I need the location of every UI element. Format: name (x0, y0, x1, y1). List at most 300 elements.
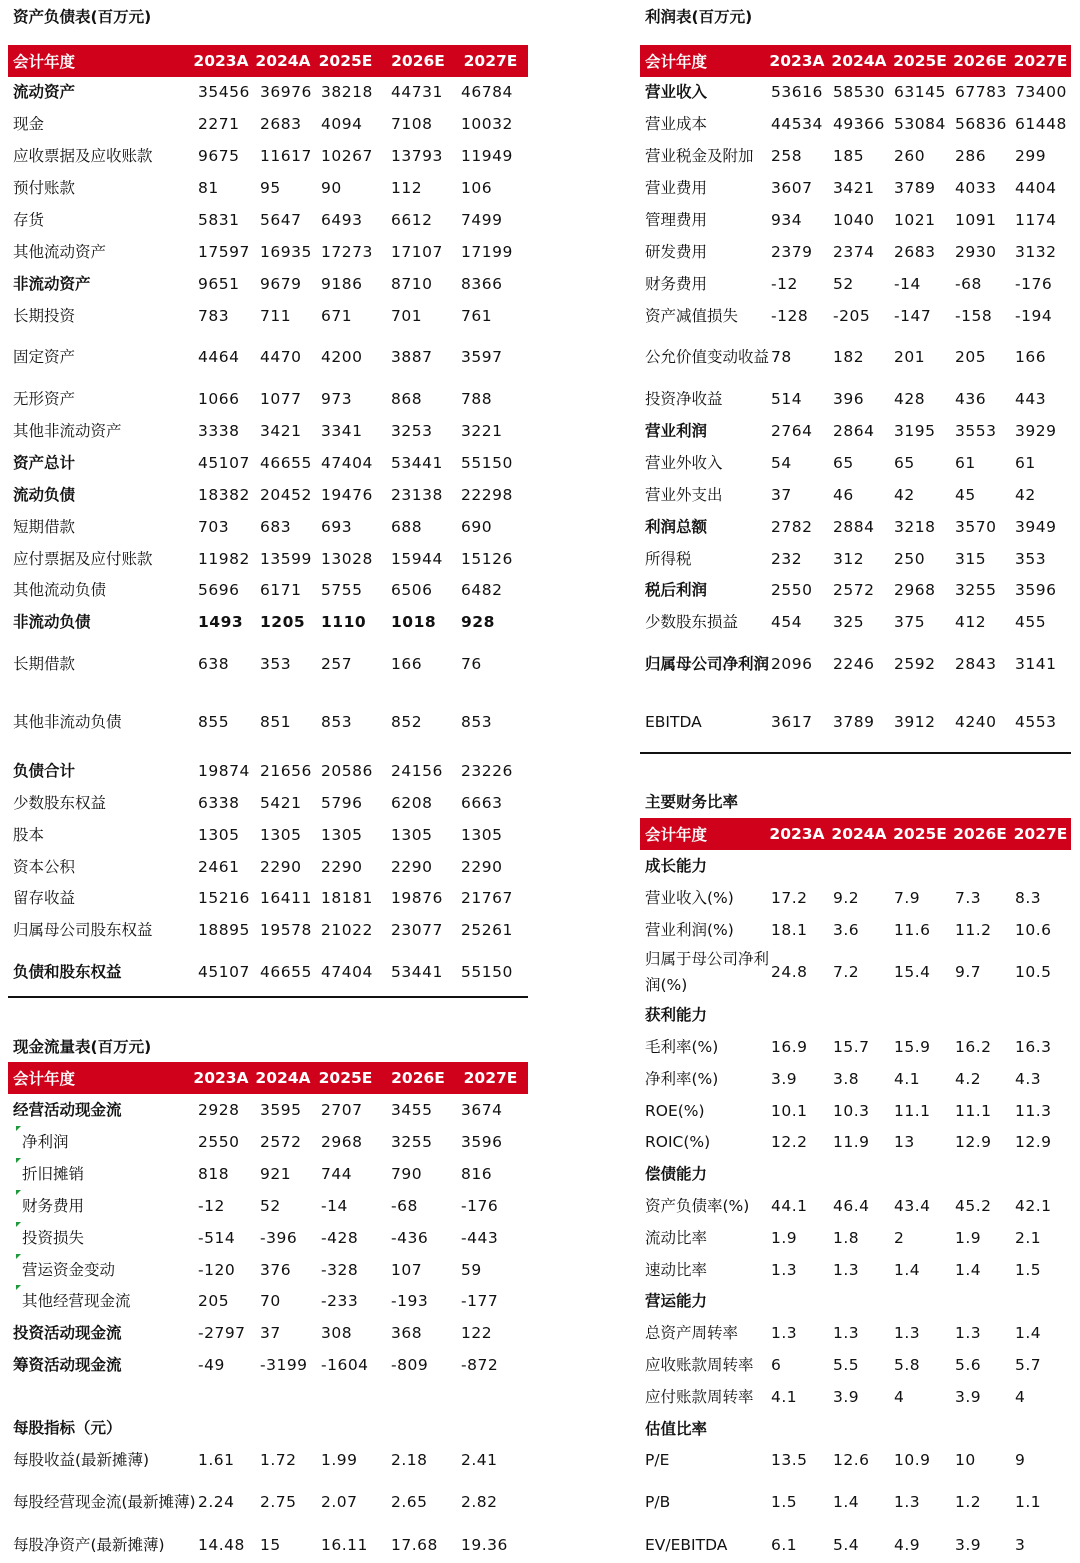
row-value: 63145 (894, 83, 946, 101)
row-value: 42 (1015, 486, 1036, 504)
row-value: 3912 (894, 713, 936, 731)
cash_flow-row (8, 1222, 528, 1254)
balance_sheet-row (8, 447, 528, 479)
row-value: 4200 (321, 348, 363, 366)
row-label: 偿债能力 (645, 1165, 708, 1183)
row-value: -193 (391, 1292, 429, 1310)
row-value: 1305 (260, 826, 302, 844)
income_statement-row (640, 447, 1071, 479)
row-value: 35456 (198, 83, 250, 101)
row-value: 6612 (391, 211, 433, 229)
income_statement-row (640, 479, 1071, 511)
row-value: 3141 (1015, 655, 1057, 673)
row-value: 11.1 (955, 1102, 992, 1120)
header-year: 2027E (463, 52, 518, 70)
row-value: 46655 (260, 454, 312, 472)
row-value: 2290 (391, 858, 433, 876)
row-value: 3596 (461, 1133, 503, 1151)
row-value: 286 (955, 147, 987, 165)
row-label: 营业税金及附加 (645, 147, 754, 165)
row-value: 701 (391, 307, 423, 325)
row-value: 7.3 (955, 889, 982, 907)
balance_sheet-row (8, 952, 528, 992)
row-value: -49 (198, 1356, 225, 1374)
row-value: -14 (894, 275, 921, 293)
row-value: 4.1 (894, 1070, 921, 1088)
row-value: 1.5 (771, 1493, 798, 1511)
row-value: 47404 (321, 454, 373, 472)
row-label: 股本 (13, 826, 45, 844)
row-label: 营业成本 (645, 115, 708, 133)
section-divider (8, 996, 528, 998)
row-value: 3132 (1015, 243, 1057, 261)
row-value: 4033 (955, 179, 997, 197)
row-value: 9 (1015, 1451, 1026, 1469)
row-value: 412 (955, 613, 987, 631)
income_statement-row (640, 331, 1071, 383)
balance_sheet-header-row (8, 45, 528, 77)
row-label: 其他非流动资产 (13, 422, 122, 440)
row-value: 23138 (391, 486, 443, 504)
row-value: 5696 (198, 581, 240, 599)
row-value: 3221 (461, 422, 503, 440)
row-value: 15 (260, 1536, 281, 1554)
row-label: 公允价值变动收益 (645, 348, 770, 366)
balance_sheet-row (8, 914, 528, 946)
row-value: 1077 (260, 390, 302, 408)
row-value: 19476 (321, 486, 373, 504)
row-value: 934 (771, 211, 803, 229)
row-value: 1205 (260, 613, 306, 631)
row-value: 166 (1015, 348, 1047, 366)
row-value: 2 (894, 1229, 905, 1247)
row-value: 46 (833, 486, 854, 504)
row-value: 38218 (321, 83, 373, 101)
cash_flow-row (8, 1158, 528, 1190)
row-label: 归属母公司股东权益 (13, 921, 153, 939)
row-value: 2572 (833, 581, 875, 599)
ratios-row (640, 1444, 1071, 1476)
row-value: 5.4 (833, 1536, 860, 1554)
row-value: 703 (198, 518, 230, 536)
row-value: 61 (1015, 454, 1036, 472)
row-value: 852 (391, 713, 423, 731)
row-label: 成长能力 (645, 857, 708, 875)
header-year: 2025E (318, 52, 373, 70)
row-value: 23226 (461, 762, 513, 780)
row-value: 3.9 (955, 1536, 982, 1554)
row-label: 净利率(%) (645, 1070, 719, 1088)
row-value: 15.9 (894, 1038, 931, 1056)
row-value: 12.2 (771, 1133, 808, 1151)
ratios-row (640, 1381, 1071, 1413)
row-label: 其他流动负债 (13, 581, 107, 599)
row-value: 16411 (260, 889, 312, 907)
row-label: 非流动负债 (13, 613, 91, 631)
row-value: 7.2 (833, 963, 860, 981)
income_statement-row (640, 236, 1071, 268)
row-label: 应付票据及应付账款 (13, 550, 153, 568)
row-value: 853 (321, 713, 353, 731)
row-value: 54 (771, 454, 792, 472)
balance_sheet-row (8, 511, 528, 543)
row-label: 归属于母公司净利润(%) (645, 950, 770, 994)
cash_flow-row (8, 1190, 528, 1222)
income_statement-row (640, 606, 1071, 638)
cash_flow-title: 现金流量表(百万元) (13, 1038, 152, 1056)
balance_sheet-row (8, 415, 528, 447)
row-label: 负债和股东权益 (13, 963, 122, 981)
income_statement-row (640, 204, 1071, 236)
header-label: 会计年度 (645, 53, 708, 71)
ratios-row (640, 1190, 1071, 1222)
row-value: 5647 (260, 211, 302, 229)
row-value: -428 (321, 1229, 359, 1247)
row-label: 营运能力 (645, 1292, 708, 1310)
row-label: 折旧摊销 (22, 1165, 85, 1183)
row-value: 455 (1015, 613, 1047, 631)
row-value: 7.9 (894, 889, 921, 907)
row-value: 1.4 (955, 1261, 982, 1279)
row-value: 2683 (260, 115, 302, 133)
balance_sheet-row (8, 755, 528, 787)
row-value: 258 (771, 147, 803, 165)
balance_sheet-row (8, 300, 528, 332)
row-value: 2271 (198, 115, 240, 133)
row-value: 1066 (198, 390, 240, 408)
income_statement-row (640, 108, 1071, 140)
row-value: 17273 (321, 243, 373, 261)
row-value: 1.4 (894, 1261, 921, 1279)
row-label: 估值比率 (645, 1420, 708, 1438)
row-value: 436 (955, 390, 987, 408)
row-value: 13.5 (771, 1451, 808, 1469)
row-value: 257 (321, 655, 353, 673)
header-year: 2025E (318, 1069, 373, 1087)
row-value: 761 (461, 307, 493, 325)
row-value: 3929 (1015, 422, 1057, 440)
row-value: 6.1 (771, 1536, 798, 1554)
row-value: 683 (260, 518, 292, 536)
row-value: 376 (260, 1261, 292, 1279)
row-label: 经营活动现金流 (13, 1101, 122, 1119)
row-value: 816 (461, 1165, 493, 1183)
row-value: 2968 (894, 581, 936, 599)
header-label: 会计年度 (13, 53, 76, 71)
ratios-row (640, 1222, 1071, 1254)
row-value: 61 (955, 454, 976, 472)
row-value: 8366 (461, 275, 503, 293)
row-value: 17107 (391, 243, 443, 261)
row-value: 2374 (833, 243, 875, 261)
row-value: 2.65 (391, 1493, 428, 1511)
row-value: 2843 (955, 655, 997, 673)
row-value: 6493 (321, 211, 363, 229)
row-value: 2.18 (391, 1451, 428, 1469)
row-label: 归属母公司净利润 (645, 655, 770, 673)
row-label: 速动比率 (645, 1261, 708, 1279)
income_statement-row (640, 300, 1071, 332)
row-value: -205 (833, 307, 871, 325)
row-value: 16935 (260, 243, 312, 261)
row-value: 3.9 (955, 1388, 982, 1406)
row-value: 928 (461, 613, 495, 631)
row-label: 每股经营现金流(最新摊薄) (13, 1493, 196, 1511)
income_statement-row (640, 172, 1071, 204)
row-value: 14.48 (198, 1536, 245, 1554)
row-value: -14 (321, 1197, 348, 1215)
row-value: 1110 (321, 613, 367, 631)
row-value: 5421 (260, 794, 302, 812)
row-label: 营业收入 (645, 83, 708, 101)
row-value: 3338 (198, 422, 240, 440)
row-label: 毛利率(%) (645, 1038, 719, 1056)
row-value: 20586 (321, 762, 373, 780)
ratios-row (640, 1031, 1071, 1063)
row-value: 53084 (894, 115, 946, 133)
row-value: 1.3 (833, 1261, 860, 1279)
row-value: 112 (391, 179, 423, 197)
row-value: -128 (771, 307, 809, 325)
row-label: 税后利润 (645, 581, 708, 599)
row-value: 1.9 (955, 1229, 982, 1247)
header-year: 2027E (463, 1069, 518, 1087)
row-value: 55150 (461, 963, 513, 981)
row-value: 2.41 (461, 1451, 498, 1469)
row-value: 250 (894, 550, 926, 568)
row-value: 45.2 (955, 1197, 992, 1215)
row-value: -396 (260, 1229, 298, 1247)
row-value: 65 (894, 454, 915, 472)
row-value: 18181 (321, 889, 373, 907)
row-value: -872 (461, 1356, 499, 1374)
row-value: 205 (198, 1292, 230, 1310)
row-value: 12.6 (833, 1451, 870, 1469)
row-value: 2246 (833, 655, 875, 673)
row-value: 3.9 (833, 1388, 860, 1406)
row-value: 6663 (461, 794, 503, 812)
header-label: 会计年度 (13, 1070, 76, 1088)
row-value: 16.9 (771, 1038, 808, 1056)
row-value: 11.1 (894, 1102, 931, 1120)
row-value: 1305 (198, 826, 240, 844)
row-value: 9.2 (833, 889, 860, 907)
row-value: 15126 (461, 550, 513, 568)
row-value: 13599 (260, 550, 312, 568)
row-value: 1040 (833, 211, 875, 229)
row-value: 2683 (894, 243, 936, 261)
header-year: 2024A (831, 825, 887, 843)
row-value: 1.3 (771, 1324, 798, 1342)
row-value: 3.9 (771, 1070, 798, 1088)
cash_flow-row (8, 1254, 528, 1286)
row-value: 1174 (1015, 211, 1057, 229)
income_statement-row (640, 511, 1071, 543)
row-value: 3195 (894, 422, 936, 440)
row-value: 1.3 (771, 1261, 798, 1279)
row-value: 55150 (461, 454, 513, 472)
balance_sheet-row (8, 574, 528, 606)
row-value: 818 (198, 1165, 230, 1183)
row-value: 11982 (198, 550, 250, 568)
row-value: 638 (198, 655, 230, 673)
row-value: 1.4 (1015, 1324, 1042, 1342)
row-value: 24.8 (771, 963, 808, 981)
row-value: 24156 (391, 762, 443, 780)
row-value: 53616 (771, 83, 823, 101)
row-value: 1.2 (955, 1493, 982, 1511)
row-value: 5796 (321, 794, 363, 812)
row-label: 获利能力 (645, 1006, 708, 1024)
row-value: 1305 (391, 826, 433, 844)
row-value: -176 (461, 1197, 499, 1215)
row-value: 2764 (771, 422, 813, 440)
row-label: 财务费用 (22, 1197, 85, 1215)
row-label: 其他经营现金流 (22, 1292, 131, 1310)
row-value: 15.4 (894, 963, 931, 981)
cash_flow-row (8, 1349, 528, 1381)
row-value: 1.1 (1015, 1493, 1042, 1511)
balance_sheet-row (8, 882, 528, 914)
row-label: 其他流动资产 (13, 243, 107, 261)
row-label: 应收账款周转率 (645, 1356, 754, 1374)
row-value: 4404 (1015, 179, 1057, 197)
row-value: 90 (321, 179, 342, 197)
row-value: -147 (894, 307, 932, 325)
row-value: 375 (894, 613, 926, 631)
row-value: 13 (894, 1133, 915, 1151)
balance_sheet-row (8, 204, 528, 236)
row-value: 428 (894, 390, 926, 408)
header-label: 会计年度 (645, 826, 708, 844)
header-year: 2026E (391, 52, 445, 70)
row-label: 管理费用 (645, 211, 708, 229)
row-label: 每股收益(最新摊薄) (13, 1451, 150, 1469)
row-label: 其他非流动负债 (13, 713, 122, 731)
income_statement-row (640, 543, 1071, 575)
row-value: 18.1 (771, 921, 808, 939)
ratios-row (640, 850, 1071, 882)
row-value: 2461 (198, 858, 240, 876)
row-value: -443 (461, 1229, 499, 1247)
row-value: 2782 (771, 518, 813, 536)
row-label: 营业外收入 (645, 454, 723, 472)
row-value: 3596 (1015, 581, 1057, 599)
row-value: 3597 (461, 348, 503, 366)
per_share-row (8, 1444, 528, 1476)
row-value: 2930 (955, 243, 997, 261)
row-value: 2.82 (461, 1493, 498, 1511)
income_statement-row (640, 574, 1071, 606)
income_statement-header-row (640, 45, 1071, 77)
row-value: 3887 (391, 348, 433, 366)
row-value: 1018 (391, 613, 437, 631)
row-value: 3.6 (833, 921, 860, 939)
row-value: 21767 (461, 889, 513, 907)
row-label: 存货 (13, 211, 45, 229)
row-value: 3.8 (833, 1070, 860, 1088)
row-value: 454 (771, 613, 803, 631)
row-value: -68 (955, 275, 982, 293)
row-value: 205 (955, 348, 987, 366)
row-value: 10267 (321, 147, 373, 165)
income_statement-row (640, 268, 1071, 300)
ratios-row (640, 1126, 1071, 1158)
row-label: 营业费用 (645, 179, 708, 197)
ratios-row (640, 1095, 1071, 1127)
row-value: -436 (391, 1229, 429, 1247)
row-value: 9651 (198, 275, 240, 293)
row-value: 166 (391, 655, 423, 673)
row-label: P/B (645, 1493, 671, 1511)
row-value: -514 (198, 1229, 236, 1247)
row-value: 185 (833, 147, 865, 165)
row-value: 23077 (391, 921, 443, 939)
row-value: 1.61 (198, 1451, 235, 1469)
row-value: 43.4 (894, 1197, 931, 1215)
row-label: 资产减值损失 (645, 307, 739, 325)
row-label: 资产负债率(%) (645, 1197, 750, 1215)
row-label: 营业利润(%) (645, 921, 734, 939)
row-value: 353 (1015, 550, 1047, 568)
row-label: 应付账款周转率 (645, 1388, 754, 1406)
row-value: 10.3 (833, 1102, 870, 1120)
row-value: 3218 (894, 518, 936, 536)
row-value: 4 (894, 1388, 905, 1406)
row-value: 6 (771, 1356, 782, 1374)
row-value: 1.72 (260, 1451, 297, 1469)
row-label: 净利润 (22, 1133, 69, 1151)
row-value: 4553 (1015, 713, 1057, 731)
row-label: 所得税 (645, 550, 692, 568)
ratios-row (640, 1285, 1071, 1317)
row-label: 研发费用 (645, 243, 708, 261)
row-value: 2592 (894, 655, 936, 673)
row-value: 78 (771, 348, 792, 366)
row-value: 17.2 (771, 889, 808, 907)
ratios-row (640, 1349, 1071, 1381)
balance_sheet-row (8, 787, 528, 819)
header-year: 2026E (953, 52, 1007, 70)
ratios-title: 主要财务比率 (645, 793, 739, 811)
row-value: 368 (391, 1324, 423, 1342)
header-year: 2024A (831, 52, 887, 70)
row-value: 17597 (198, 243, 250, 261)
row-value: 2.24 (198, 1493, 235, 1511)
ratios-row (640, 946, 1071, 998)
row-value: 11949 (461, 147, 513, 165)
row-value: 11.6 (894, 921, 931, 939)
row-label: 非流动资产 (13, 275, 91, 293)
header-year: 2025E (893, 825, 947, 843)
row-value: 232 (771, 550, 803, 568)
row-value: 42 (894, 486, 915, 504)
row-value: -233 (321, 1292, 359, 1310)
income_statement-row (640, 415, 1071, 447)
row-value: 853 (461, 713, 493, 731)
row-value: 1.5 (1015, 1261, 1042, 1279)
row-label: 少数股东损益 (645, 613, 739, 631)
balance_sheet-row (8, 638, 528, 690)
row-label: 总资产周转率 (645, 1324, 739, 1342)
row-label: 投资损失 (22, 1229, 85, 1247)
row-value: 53441 (391, 963, 443, 981)
row-value: 37 (771, 486, 792, 504)
row-value: 3617 (771, 713, 813, 731)
row-value: 2968 (321, 1133, 363, 1151)
cash_flow-row (8, 1317, 528, 1349)
row-value: -158 (955, 307, 993, 325)
